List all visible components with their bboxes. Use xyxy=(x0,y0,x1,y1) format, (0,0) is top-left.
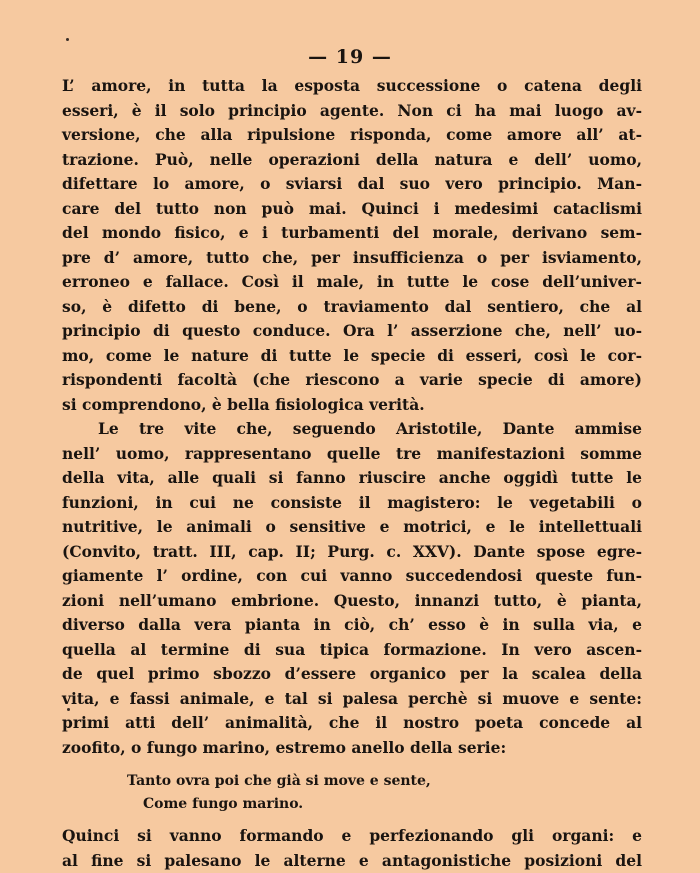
page-number: — 19 — xyxy=(0,46,700,68)
text-line: vita, e fassi animale, e tal si palesa perchè si muove e sente: xyxy=(62,687,642,712)
text-line: pre d’ amore, tutto che, per insufficienza o per isviamento, xyxy=(62,246,642,271)
text-line: so, è difetto di bene, o traviamento dal sentiero, che al xyxy=(62,295,642,320)
paragraph-1 xyxy=(62,74,642,417)
text-line: trazione. Può, nelle operazioni della natura e dell’ uomo, xyxy=(62,148,642,173)
text-line: funzioni, in cui ne consiste il magistero: le vegetabili o xyxy=(62,491,642,516)
text-line: giamente l’ ordine, con cui vanno succedendosi queste fun- xyxy=(62,564,642,589)
text-line: della vita, alle quali si fanno riuscire anche oggidì tutte le xyxy=(62,466,642,491)
text-line: mo, come le nature di tutte le specie di esseri, così le cor- xyxy=(62,344,642,369)
text-line: nell’ uomo, rappresentano quelle tre manifestazioni somme xyxy=(62,442,642,467)
text-line: (Convito, tratt. III, cap. II; Purg. c. XXV). Dante spose egre- xyxy=(62,540,642,565)
text-line: rispondenti facoltà (che riescono a varie specie di amore) xyxy=(62,368,642,393)
text-line: Le tre vite che, seguendo Aristotile, Dante ammise xyxy=(62,417,642,442)
verse-line: Come fungo marino. xyxy=(62,793,642,816)
text-line: difettare lo amore, o sviarsi dal suo vero principio. Man- xyxy=(62,172,642,197)
text-line: L’ amore, in tutta la esposta successione o catena degli xyxy=(62,74,642,99)
paragraph-2 xyxy=(62,417,642,760)
text-line: care del tutto non può mai. Quinci i medesimi cataclismi xyxy=(62,197,642,222)
text-line: Quinci si vanno formando e perfezionando gli organi: e xyxy=(62,824,642,849)
verse-quote xyxy=(62,770,642,816)
text-line: al fine si palesano le alterne e antagonistiche posizioni del xyxy=(62,849,642,873)
text-line: zoofito, o fungo marino, estremo anello della serie: xyxy=(62,736,642,761)
text-line: principio di questo conduce. Ora l’ asserzione che, nell’ uo- xyxy=(62,319,642,344)
text-line: del mondo fisico, e i turbamenti del morale, derivano sem- xyxy=(62,221,642,246)
text-line: erroneo e fallace. Così il male, in tutte le cose dell’univer- xyxy=(62,270,642,295)
text-line: versione, che alla ripulsione risponda, come amore all’ at- xyxy=(62,123,642,148)
paragraph-3 xyxy=(62,824,642,873)
text-line: diverso dalla vera pianta in ciò, ch’ esso è in sulla via, e xyxy=(62,613,642,638)
text-line: nutritive, le animali o sensitive e motrici, e le intellettuali xyxy=(62,515,642,540)
speck-mark xyxy=(66,38,69,41)
text-line: quella al termine di sua tipica formazione. In vero ascen- xyxy=(62,638,642,663)
text-line: si comprendono, è bella fisiologica verità. xyxy=(62,393,642,418)
verse-line: Tanto ovra poi che già si move e sente, xyxy=(62,770,642,793)
text-line: zioni nell’umano embrione. Questo, innanzi tutto, è pianta, xyxy=(62,589,642,614)
text-line: esseri, è il solo principio agente. Non ci ha mai luogo av- xyxy=(62,99,642,124)
body-text xyxy=(62,74,642,873)
text-line: de quel primo sbozzo d’essere organico per la scalea della xyxy=(62,662,642,687)
text-line: primi atti dell’ animalità, che il nostro poeta concede al xyxy=(62,711,642,736)
